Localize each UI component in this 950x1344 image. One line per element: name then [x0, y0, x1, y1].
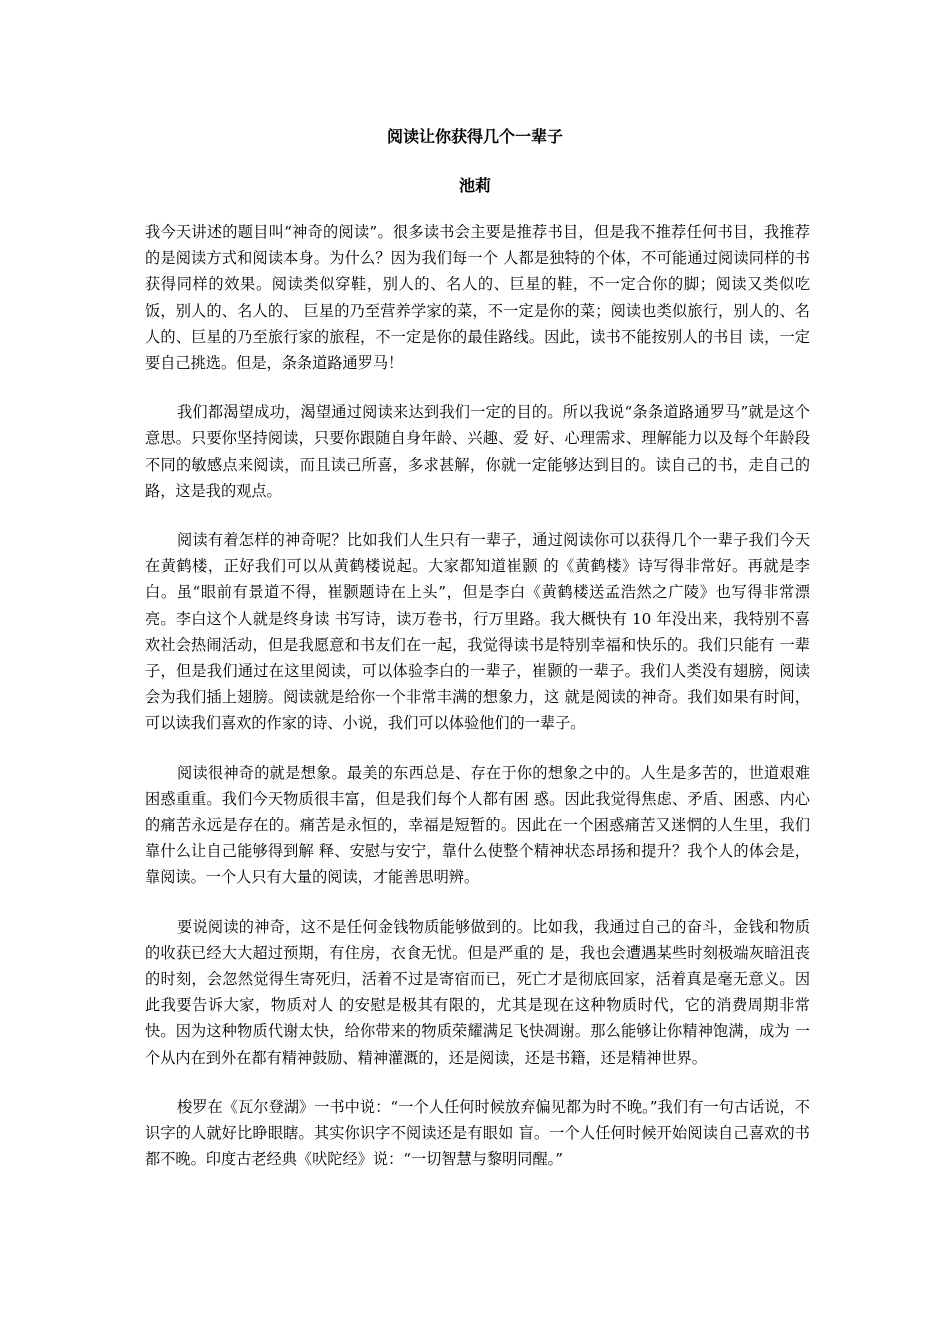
document-title: 阅读让你获得几个一辈子 [386, 127, 563, 146]
paragraph-5: 要说阅读的神奇，这不是任何金钱物质能够做到的。比如我，我通过自己的奋斗，金钱和物质的收获已经大大超过预期，有住房，衣食无忧。但是严重的 是，我也会遭遇某些时刻极端灰暗沮丧的时刻，会忽然觉得生寄死归，活着不过是寄宿而已，死亡才是彻底回家，活着真是毫无意义。因此我要告诉大家，物质对人 的安慰是极其有限的，尤其是现在这种物质时代，它的消费周期非常快。因为这种物质代谢太快，给你带来的物质荣耀满足飞快凋谢。那么能够让你精神饱满，成为 一个从内在到外在都有精神鼓励、精神灌溉的，还是阅读，还是书籍，还是精神世界。 [145, 917, 810, 1067]
paragraph-4: 阅读很神奇的就是想象。最美的东西总是、存在于你的想象之中的。人生是多苦的，世道艰难困惑重重。我们今天物质很丰富，但是我们每个人都有困 惑。因此我觉得焦虑、矛盾、困惑、内心的痛苦永远是存在的。痛苦是永恒的，幸福是短暂的。因此在一个困惑痛苦又迷惘的人生里，我们靠什么让自己能够得到解 释、安慰与安宁，靠什么使整个精神状态昂扬和提升？我个人的体会是，靠阅读。一个人只有大量的阅读，才能善思明辨。 [145, 763, 810, 887]
document-author: 池莉 [458, 176, 491, 195]
paragraph-6: 梭罗在《瓦尔登湖》一书中说：“一个人任何时候放弃偏见都为时不晚。”我们有一句古话说，不识字的人就好比睁眼瞎。其实你识字不阅读还是有眼如 盲。一个人任何时候开始阅读自己喜欢的书都不晚。印度古老经典《吠陀经》说：“一切智慧与黎明同醒。” [145, 1097, 810, 1169]
paragraph-1: 我今天讲述的题目叫“神奇的阅读”。很多读书会主要是推荐书目，但是我不推荐任何书目，我推荐的是阅读方式和阅读本身。为什么？因为我们每一个 人都是独特的个体，不可能通过阅读同样的书获得同样的效果。阅读类似穿鞋，别人的、名人的、巨星的鞋，不一定合你的脚；阅读又类似吃饭，别人的、名人的、 巨星的乃至营养学家的菜，不一定是你的菜；阅读也类似旅行，别人的、名人的、巨星的乃至旅行家的旅程，不一定是你的最佳路线。因此，读书不能按别人的书目 读，一定要自己挑选。但是，条条道路通罗马！ [145, 223, 810, 373]
paragraph-3: 阅读有着怎样的神奇呢？比如我们人生只有一辈子，通过阅读你可以获得几个一辈子我们今天在黄鹤楼，正好我们可以从黄鹤楼说起。大家都知道崔颢 的《黄鹤楼》诗写得非常好。再就是李白。虽“眼前有景道不得，崔颢题诗在上头”，但是李白《黄鹤楼送孟浩然之广陵》也写得非常漂亮。李白这个人就是终身读 书写诗，读万卷书，行万里路。我大概快有 10 年没出来，我特别不喜欢社会热闹活动，但是我愿意和书友们在一起，我觉得读书是特别幸福和快乐的。我们只能有 一辈子，但是我们通过在这里阅读，可以体验李白的一辈子，崔颢的一辈子。我们人类没有翅膀，阅读会为我们插上翅膀。阅读就是给你一个非常丰满的想象力，这 就是阅读的神奇。我们如果有时间，可以读我们喜欢的作家的诗、小说，我们可以体验他们的一辈子。 [145, 531, 810, 733]
paragraph-2: 我们都渴望成功，渴望通过阅读来达到我们一定的目的。所以我说“条条道路通罗马”就是这个意思。只要你坚持阅读，只要你跟随自身年龄、兴趣、爱 好、心理需求、理解能力以及每个年龄段不同的敏感点来阅读，而且读己所喜，多求甚解，你就一定能够达到目的。读自己的书，走自己的路，这是我的观点。 [145, 403, 810, 500]
document-body [145, 219, 810, 1173]
